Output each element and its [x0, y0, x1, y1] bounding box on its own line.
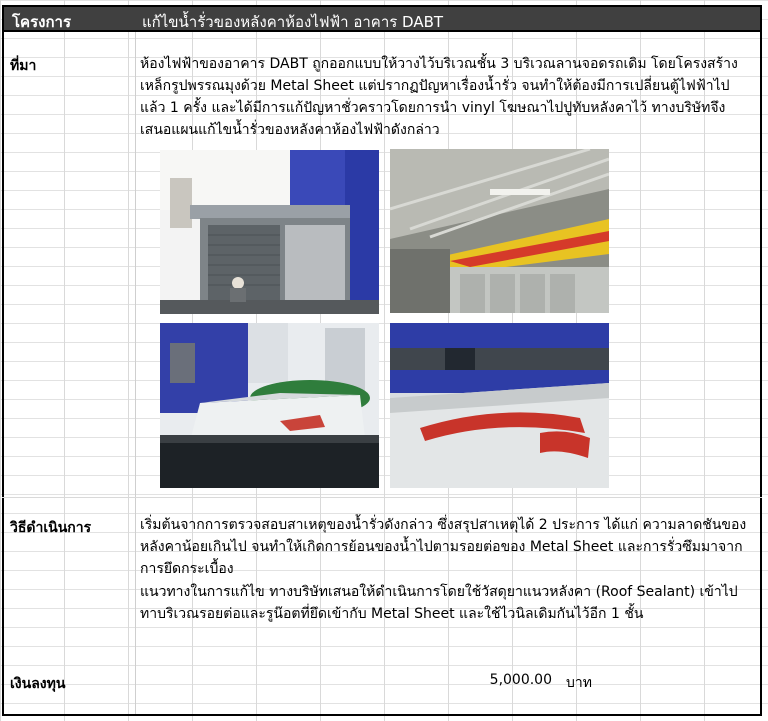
method-text-cause: เริ่มต้นจากการตรวจสอบสาเหตุของน้ำรั่วดังกล่าว ซึ่งสรุปสาเหตุได้ 2 ประการ ได้แก่ ความลาดชันของหลังคาน้อยเกินไป จนทำให้เกิดการย้อนของน้ำไปตามรอยต่อของ Metal Sheet และการรั่วซึมมาจากการยึดกระเบื้อง — [140, 517, 747, 577]
column-divider — [135, 32, 136, 714]
vinyl-covered-roof-photo — [160, 323, 379, 488]
project-header-row — [2, 5, 762, 32]
project-title: แก้ไขน้ำรั่วของหลังคาห้องไฟฟ้า อาคาร DABT — [142, 13, 444, 31]
electrical-room-interior-photo — [390, 149, 609, 313]
method-text-solution: แนวทางในการแก้ไข ทางบริษัทเสนอให้ดำเนินการโดยใช้วัสดุยาแนวหลังคา (Roof Sealant) เข้าไปทาบริเวณรอยต่อและรูน๊อตที่ยึดเข้ากับ Metal Sheet และใช้ไวนิลเดิมกันไว้อีก 1 ชั้น — [140, 584, 738, 622]
investment-label: เงินลงทุน — [10, 676, 66, 692]
background-label: ที่มา — [10, 58, 37, 74]
vinyl-roof-closeup-photo — [390, 323, 609, 488]
investment-unit: บาท — [566, 675, 592, 691]
project-label: โครงการ — [12, 13, 72, 31]
background-text: ห้องไฟฟ้าของอาคาร DABT ถูกออกแบบให้วางไว้บริเวณชั้น 3 บริเวณลานจอดรถเดิม โดยโครงสร้างเหล็กรูปพรรณมุงด้วย Metal Sheet แต่ปรากฏปัญหาเรื่องน้ำรั่ว จนทำให้ต้องมีการเปลี่ยนตู้ไฟฟ้าไปแล้ว 1 ครั้ง และได้มีการแก้ปัญหาชั่วคราวโดยการนำ vinyl โฆษณาไปปูทับหลังคาไว้ ทางบริษัทจึงเสนอแผนแก้ไขน้ำรั่วของหลังคาห้องไฟฟ้าดังกล่าว — [140, 56, 738, 138]
electrical-room-exterior-photo — [160, 150, 379, 314]
row-separator — [2, 497, 762, 498]
investment-amount: 5,000.00 — [489, 672, 552, 688]
method-label: วิธีดำเนินการ — [10, 520, 92, 536]
